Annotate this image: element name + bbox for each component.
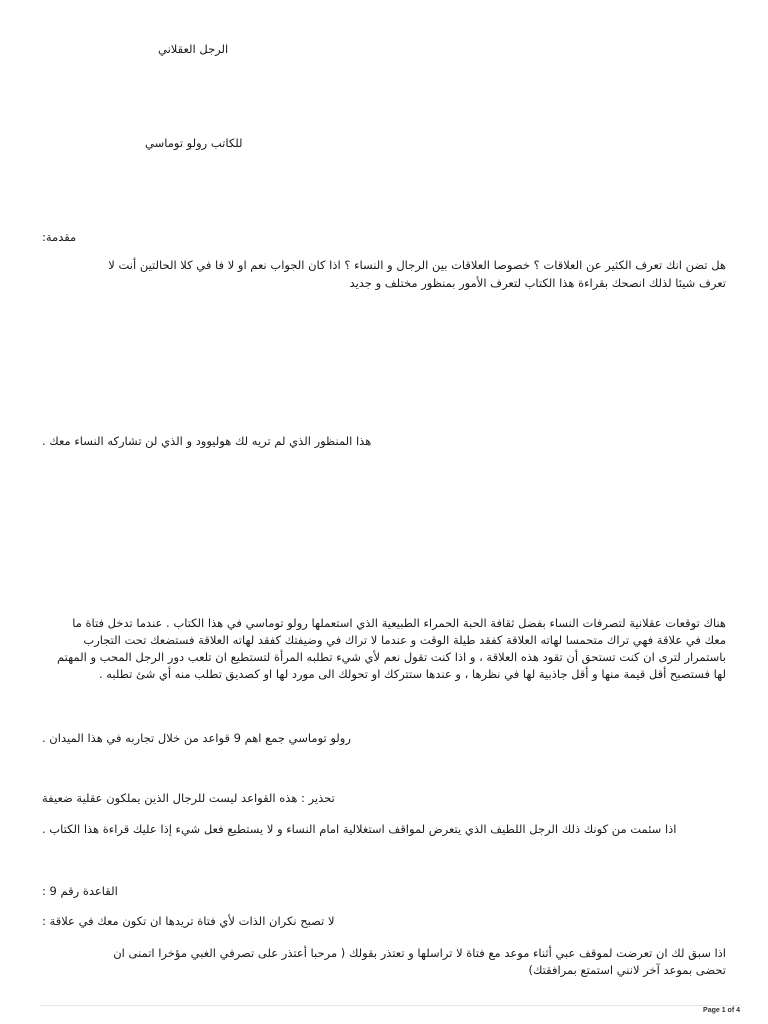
rule-label: القاعدة رقم 9 : (42, 884, 118, 898)
paragraph-line: تعرف شيئا لذلك انصحك بقراءة هذا الكتاب لتعرف الأمور بمنظور مختلف و جديد (349, 276, 726, 290)
document-title: الرجل العقلاني (158, 42, 229, 56)
paragraph-line: تحضى بموعد آخر لانني استمتع بمرافقتك) (528, 963, 726, 977)
paragraph-line: لها فستصبح أقل قيمة منها و أقل جاذبية لها في نظرها ، و عندها ستتركك او تحولك الى مورد لها او كصديق تطلب منه أي شئ تطلبه . (98, 667, 726, 681)
paragraph-line: اذا سبق لك ان تعرضت لموقف عبي أثناء موعد مع فتاة لا تراسلها و تعتذر بقولك ( مرحبا أعتذر على تصرفي الغبي مؤخرا اتمنى ان (113, 946, 726, 960)
warning-body: اذا سئمت من كونك ذلك الرجل اللطيف الذي يتعرض لمواقف استغلالية امام النساء و لا يستطيع فعل شيء إذا عليك قراءة هذا الكتاب . (42, 822, 677, 836)
paragraph-line: باستمرار لترى ان كنت تستحق أن تقود هذه العلاقة ، و اذا كنت تقول نعم لأي شيء تطلبه المرأة لتستطيع ان تلعب دور الرجل المحب و المهتم (57, 650, 726, 664)
paragraph-line: هذا المنظور الذي لم تريه لك هوليوود و الذي لن تشاركه النساء معك . (42, 434, 372, 448)
document-author: للكاتب رولو توماسي (145, 136, 243, 150)
intro-label: مقدمة: (42, 230, 77, 244)
paragraph-line: هناك توقعات عقلانية لتصرفات النساء بفضل ثقافة الحبة الحمراء الطبيعية الذي استعملها رولو توماسي في هذا الكتاب . عندما تدخل فتاة ما (72, 616, 726, 630)
paragraph-line: معك في علاقة فهي تراك متحمسا لهاته العلاقة كفقد طيلة الوقت و عندما لا تراك في وضيفتك كفقد لهاته العلاقة فستضعك تحت التجارب (83, 633, 726, 647)
rule-text: لا تصبح نكران الذات لأي فتاة تريدها ان تكون معك في علاقة : (42, 914, 335, 928)
warning-title: تحذير : هذه القواعد ليست للرجال الذين يملكون عقلية ضعيفة (42, 791, 335, 805)
paragraph-line: هل تضن انك تعرف الكثير عن العلاقات ؟ خصوصا العلاقات بين الرجال و النساء ؟ اذا كان الجواب نعم او لا فا في كلا الحالتين أنت لا (108, 258, 726, 272)
page-number: Page 1 of 4 (703, 1007, 740, 1014)
paragraph-line: رولو توماسي جمع اهم 9 قواعد من خلال تجاربه في هذا الميدان . (42, 731, 351, 745)
footer-divider (40, 1005, 740, 1006)
